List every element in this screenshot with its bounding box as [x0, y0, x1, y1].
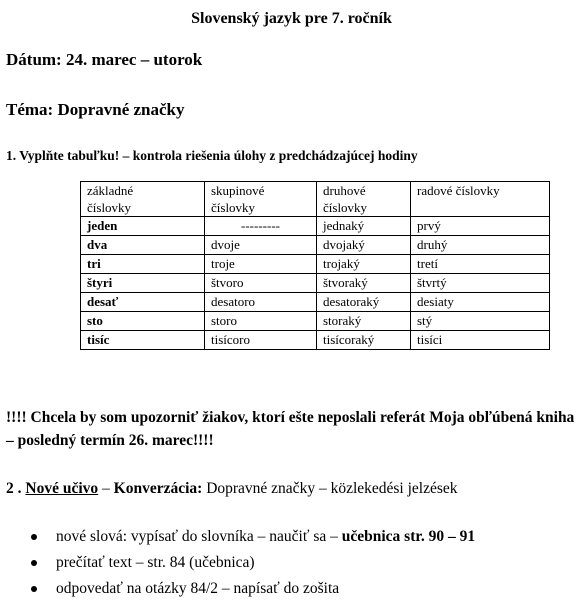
header-cell	[205, 182, 317, 217]
header-cell	[411, 182, 550, 217]
header-text: číslovky	[211, 200, 256, 215]
bullet-icon	[31, 560, 37, 566]
header-text: číslovky	[323, 200, 368, 215]
table-row	[81, 312, 550, 331]
table-cell: štvoraký	[317, 274, 411, 293]
table-cell: dvojaký	[317, 236, 411, 255]
table-cell: troje	[205, 255, 317, 274]
conversation-label: Konverzácia:	[113, 480, 203, 497]
table-cell: jednaký	[317, 217, 411, 236]
table-cell: desatoro	[205, 293, 317, 312]
table-row	[81, 274, 550, 293]
table-cell: tretí	[411, 255, 550, 274]
header-cell	[317, 182, 411, 217]
table-cell: trojaký	[317, 255, 411, 274]
table-cell: tisícoraký	[317, 331, 411, 350]
conversation-text: Dopravné značky – közlekedési jelzések	[202, 480, 458, 497]
table-cell: desiaty	[411, 293, 550, 312]
table-cell: tisícoro	[205, 331, 317, 350]
document-title: Slovenský jazyk pre 7. ročník	[191, 10, 392, 27]
table-cell: desatoraký	[317, 293, 411, 312]
bullet-icon	[31, 586, 37, 592]
table-cell: jeden	[81, 217, 205, 236]
table-cell: štvoro	[205, 274, 317, 293]
date-line: Dátum: 24. marec – utorok	[6, 50, 203, 69]
bullet-icon	[31, 534, 37, 540]
header-text: druhové	[323, 183, 366, 198]
table-cell: tisíc	[81, 331, 205, 350]
notice-text: !!!! Chcela by som upozorniť žiakov, ktorí ešte neposlali referát Moja obľúbená kniha – posledný termín 26. marec!!!!	[6, 409, 575, 449]
table-row	[81, 293, 550, 312]
list-item-bold: učebnica str. 90 – 91	[341, 528, 476, 545]
list-item	[0, 526, 475, 552]
topic-line: Téma: Dopravné značky	[6, 100, 185, 119]
task-1-heading: 1. Vyplňte tabuľku! – kontrola riešenia úlohy z predchádzajúcej hodiny	[6, 148, 418, 163]
list-item-text: nové slová: vypísať do slovníka – naučiť sa –	[56, 528, 342, 545]
table-row	[81, 331, 550, 350]
table-cell: desať	[81, 293, 205, 312]
header-text: radové číslovky	[417, 183, 500, 198]
table-cell: druhý	[411, 236, 550, 255]
table-row	[81, 217, 550, 236]
table-cell: ---------	[205, 217, 317, 236]
table-cell: storo	[205, 312, 317, 331]
section-number: 2 .	[6, 480, 26, 497]
list-item-text: odpovedať na otázky 84/2 – napísať do zošita	[56, 580, 340, 597]
list-item	[0, 552, 475, 578]
table-cell: štyri	[81, 274, 205, 293]
dash: –	[98, 480, 114, 497]
header-text: číslovky	[87, 200, 132, 215]
list-item-text: prečítať text – str. 84 (učebnica)	[56, 554, 255, 571]
list-item	[0, 578, 475, 604]
numerals-table	[80, 181, 550, 350]
table-cell: stý	[411, 312, 550, 331]
header-text: skupinové	[211, 183, 265, 198]
header-text: základné	[87, 183, 134, 198]
new-lesson-line	[6, 480, 458, 498]
new-lesson-label: Nové učivo	[25, 480, 99, 497]
table-cell: tisíci	[411, 331, 550, 350]
table-cell: prvý	[411, 217, 550, 236]
task-list	[0, 526, 475, 604]
table-row	[81, 255, 550, 274]
table-cell: štvrtý	[411, 274, 550, 293]
table-cell: tri	[81, 255, 205, 274]
table-row	[81, 236, 550, 255]
table-cell: sto	[81, 312, 205, 331]
table-cell: storaký	[317, 312, 411, 331]
table-cell: dva	[81, 236, 205, 255]
header-cell	[81, 182, 205, 217]
table-cell: dvoje	[205, 236, 317, 255]
table-header-row	[81, 182, 550, 217]
